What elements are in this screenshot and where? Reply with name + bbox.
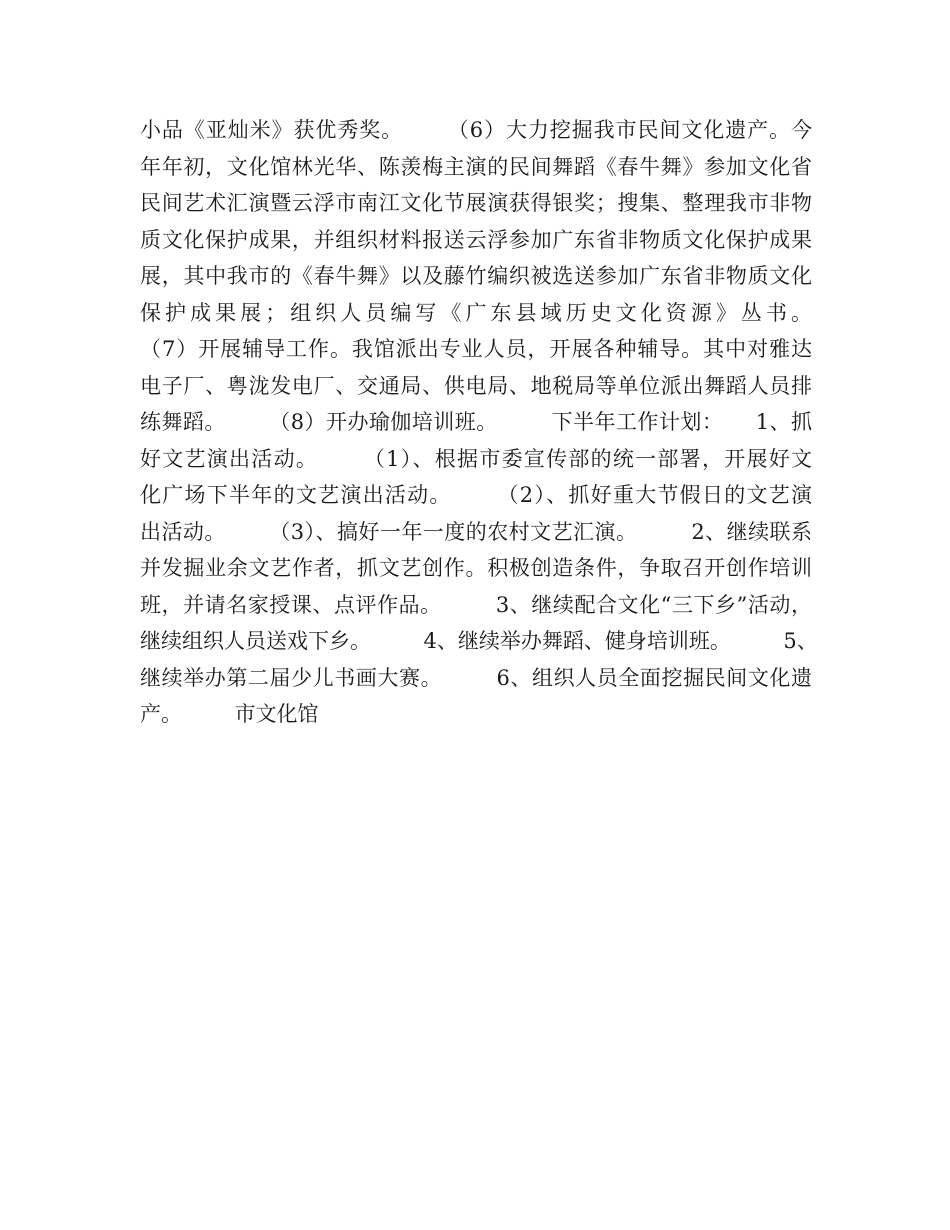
text-line-14: 班，并请名家授课、点评作品。 3、继续配合文化“三下乡”活动， — [140, 592, 812, 617]
text-line-15: 继续组织人员送戏下乡。 4、继续举办舞蹈、健身培训班。 5、 — [140, 629, 818, 653]
text-line-11: 化广场下半年的文艺演出活动。 （2）、抓好重大节假日的文艺演 — [140, 483, 812, 507]
text-line-5: 展，其中我市的《春牛舞》以及藤竹编织被选送参加广东省非物质文化 — [140, 264, 812, 288]
text-line-17: 产。 市文化馆 — [140, 702, 319, 726]
text-line-8: 电子厂、粤泷发电厂、交通局、供电局、地税局等单位派出舞蹈人员排 — [140, 373, 812, 398]
text-line-1: 小品《亚灿米》获优秀奖。 （6）大力挖掘我市民间文化遗产。今 — [140, 118, 812, 142]
text-line-9: 练舞蹈。 （8）开办瑜伽培训班。 下半年工作计划： 1、抓 — [140, 410, 812, 434]
text-line-13: 并发掘业余文艺作者，抓文艺创作。积极创造条件，争取召开创作培训 — [140, 556, 812, 580]
text-line-2: 年年初，文化馆林光华、陈羡梅主演的民间舞蹈《春牛舞》参加文化省 — [140, 154, 812, 179]
text-line-7: （7）开展辅导工作。我馆派出专业人员，开展各种辅导。其中对雅达 — [140, 337, 812, 361]
text-line-4: 质文化保护成果，并组织材料报送云浮参加广东省非物质文化保护成果 — [140, 227, 812, 252]
text-line-12: 出活动。 （3）、搞好一年一度的农村文艺汇演。 2、继续联系 — [140, 519, 812, 544]
body-paragraph — [140, 112, 818, 733]
text-line-3: 民间艺术汇演暨云浮市南江文化节展演获得银奖；搜集、整理我市非物 — [140, 191, 812, 215]
text-line-10: 好文艺演出活动。 （1）、根据市委宣传部的统一部署，开展好文 — [140, 446, 812, 471]
text-line-16: 继续举办第二届少儿书画大赛。 6、组织人员全面挖掘民间文化遗 — [140, 665, 812, 690]
text-line-6: 保护成果展；组织人员编写《广东县域历史文化资源》丛书。 — [140, 300, 812, 325]
